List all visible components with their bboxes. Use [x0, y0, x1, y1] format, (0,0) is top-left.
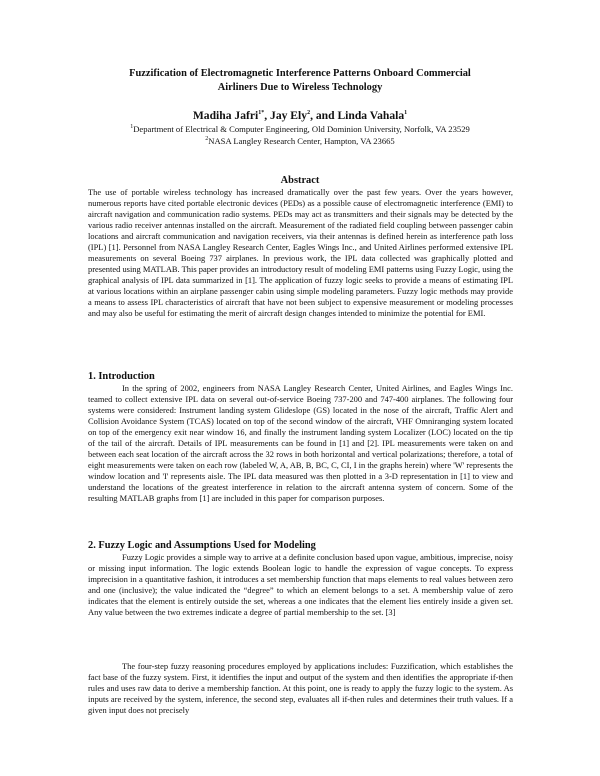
- affiliation-1: [60, 124, 540, 135]
- section-2-paragraph-1: Fuzzy Logic provides a simple way to arrive at a definite conclusion based upon vague, ambitious, imprecise, noisy or missing input information. The logic extends Boolean logic to handle the expression of vague concepts. To express imprecision in a quantitative fashion, it introduces a set membership function that maps elements to real values between zero and one (inclusive); the value indicated the “degree” to which an element belongs to a set. A membership value of zero indicates that the element is entirely outside the set, whereas a one indicates that the element lies entirely inside a given set. Any value between the two extremes indicate a degree of partial membership to the set. [3]: [88, 552, 513, 617]
- abstract-text: The use of portable wireless technology has increased dramatically over the past few years. Over the years however, numerous reports have cited portable electronic devices (PEDs) as a possible cause of electromagnetic interference (EMI) to aircraft navigation and communication radio systems. PEDs may act as transmitters and their signals may be detected by the various radio receiver antennas installed on the aircraft. Measurement of the radiated field coupling between passenger cabin locations and aircraft communication and navigation receivers, via their antennas is defined herein as interference path loss (IPL) [1]. Personnel from NASA Langley Research Center, Eagles Wings Inc., and United Airlines performed extensive IPL measurements on several Boeing 737 airplanes. In previous work, the IPL data collected was graphically plotted and presented using MATLAB. This paper provides an introductory result of modeling EMI patterns using Fuzzy Logic, using the graphical analysis of IPL data summarized in [1]. The application of fuzzy logic seeks to provide a means of estimating IPL at various locations within an airplane passenger cabin using simple modeling parameters. Fuzzy logic methods may provide a means to assess IPL characteristics of aircraft that have not been subject to expensive measurement or modeling processes and may also be useful for estimating the merit of aircraft design changes intended to minimize the potential for EMI.: [88, 187, 513, 318]
- author-2: , Jay Ely: [264, 109, 308, 122]
- affiliation-1-mark: 1: [130, 124, 134, 131]
- paper-title: [60, 67, 540, 95]
- section-2-paragraph-2: The four-step fuzzy reasoning procedures employed by applications includes: Fuzzification, which establishes the fact base of the fuzzy system. First, it identifies the input and output of the system and then identifies the appropriate if-then rules and uses raw data to derive a membership fanction. At this point, one is ready to apply the fuzzy logic to the system. As inputs are received by the system, inference, the second step, evaluates all if-then rules and determines their truth values. If a given input does not precisely: [88, 661, 513, 715]
- author-3: , and Linda Vahala: [310, 109, 405, 122]
- section-2-heading: 2. Fuzzy Logic and Assumptions Used for Modeling: [88, 540, 316, 551]
- author-1-mark: 1*: [258, 110, 265, 117]
- affiliation-2-mark: 2: [205, 136, 209, 143]
- author-1: Madiha Jafri: [192, 109, 259, 122]
- author-3-mark: 1: [404, 110, 408, 117]
- author-list: [60, 109, 540, 123]
- section-1-text: In the spring of 2002, engineers from NASA Langley Research Center, United Airlines, and Eagles Wings Inc. teamed to collect extensive IPL data on several out-of-service Boeing 737-200 and 747-400 airplanes. The following four systems were considered: Instrument landing system Glideslope (GS) located in the nose of the aircraft, Traffic Alert and Collision Avoidance System (TCAS) located on top of the second window of the aircraft, VHF Omniranging system located on top of the emergency exit near window 16, and finally the instrument landing system Localizer (LOC) located on the tip of the tail of the aircraft. Details of IPL measurements can be found in [1] and [2]. IPL measurements were taken on and between each seat location of the aircraft across the 32 rows in both horizontal and vertical polarizations; therefore, a total of eight measurements were taken on each row (labeled W, A, AB, B, BC, C, CI, I in the graphs herein) where 'W' represents the window location and 'I' represents aisle. The IPL data measured was then plotted in a 3-D representation in [1] to view and understand the locations of the greatest interference in relation to the aircraft antenna system of concern. Some of the resulting MATLAB graphs from [1] are included in this paper for comparison purposes.: [88, 383, 513, 503]
- affiliation-1-text: Department of Electrical & Computer Engineering, Old Dominion University, Norfolk, VA 23529: [133, 124, 470, 134]
- author-2-mark: 2: [307, 110, 311, 117]
- title-line-1: Fuzzification of Electromagnetic Interference Patterns Onboard Commercial: [129, 68, 471, 79]
- section-1-heading: 1. Introduction: [88, 371, 155, 382]
- title-line-2: Airliners Due to Wireless Technology: [217, 82, 383, 93]
- abstract-heading: Abstract: [280, 175, 320, 186]
- affiliation-2: [60, 136, 540, 147]
- affiliation-2-text: NASA Langley Research Center, Hampton, VA 23665: [208, 136, 395, 146]
